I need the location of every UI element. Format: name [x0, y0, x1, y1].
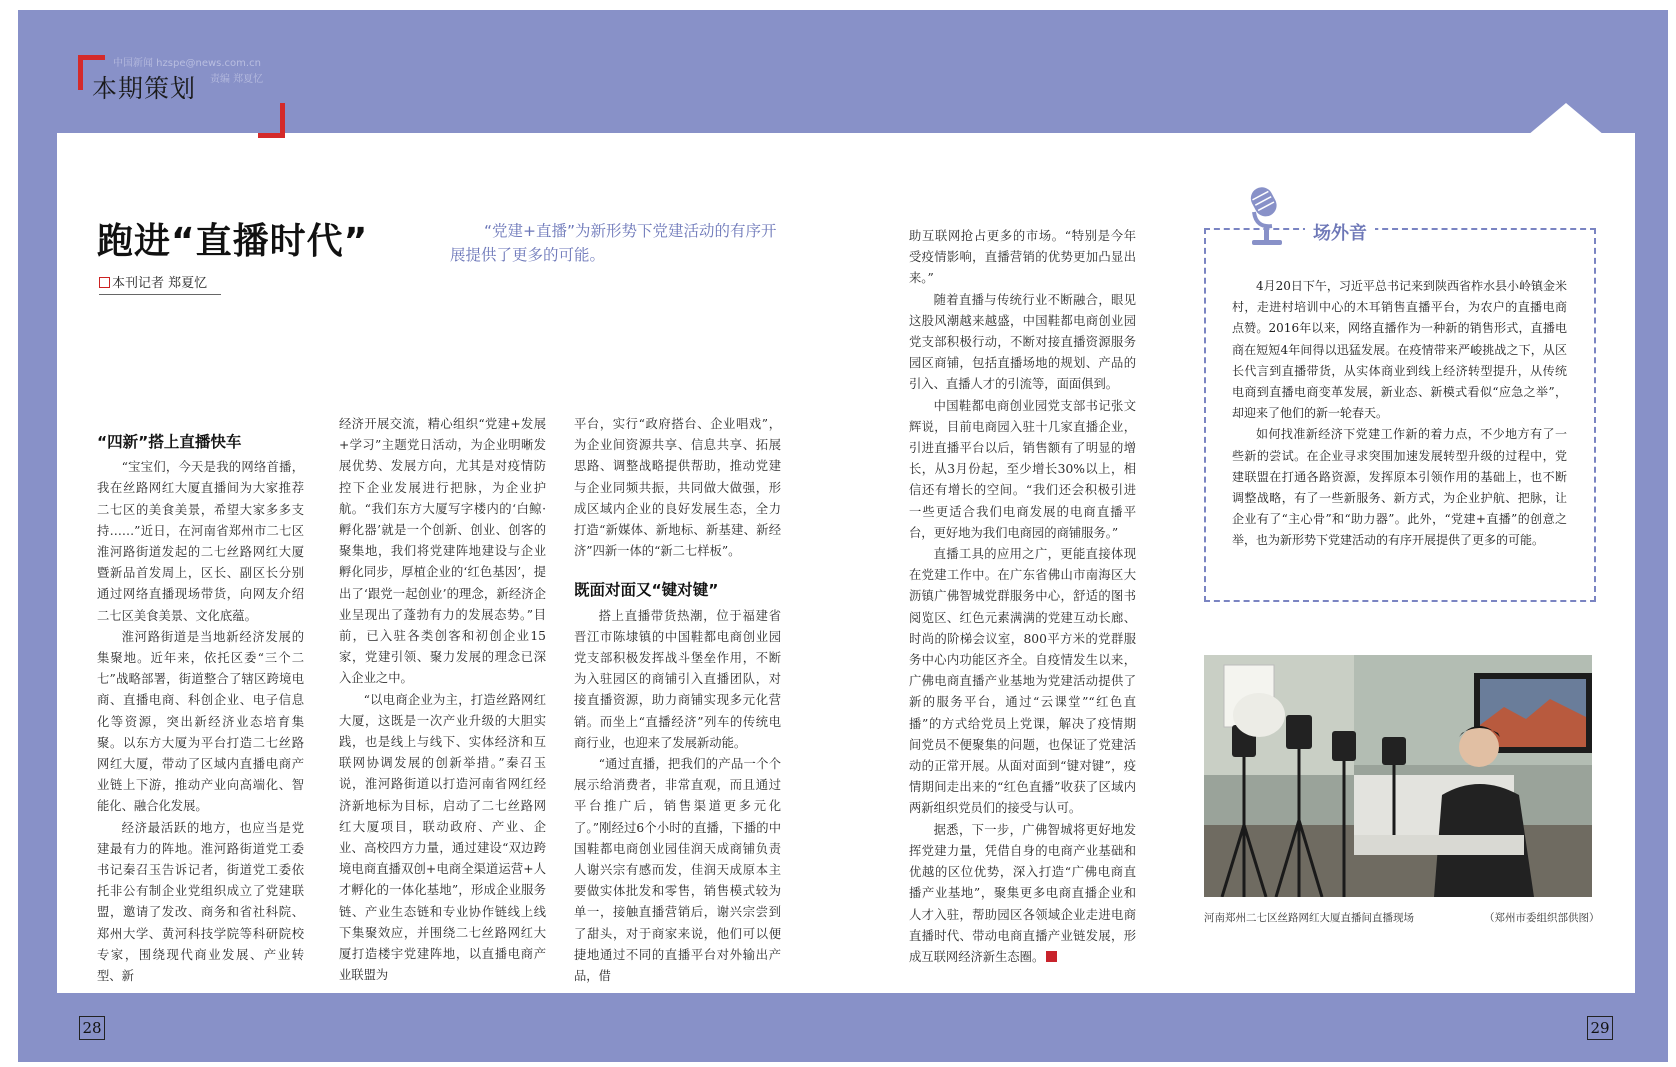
photo-illustration [1204, 655, 1592, 897]
sidebar-text [1232, 276, 1567, 552]
paragraph: “宝宝们，今天是我的网络首播，我在丝路网红大厦直播间为大家推荐二七区的美食美景，希望大家多多支持……”近日，在河南省郑州市二七区淮河路街道发起的二七丝路网红大厦暨新品首发周上，区长、副区长分别通过网络直播现场带货，向网友介绍二七区美食美景、文化底蕴。 [97, 460, 304, 623]
paragraph: 助互联网抢占更多的市场。“特别是今年受疫情影响，直播营销的优势更加凸显出来。” [909, 229, 1136, 286]
paragraph: 中国鞋都电商创业园党支部书记张文辉说，目前电商园入驻十几家直播企业，引进直播平台以后，销售额有了明显的增长，从3月份起，至少增长30%以上，相信还有增长的空间。“我们还会积极引进一些更适合我们电商发展的电商直播平台，更好地为我们电商园的商铺服务。” [909, 398, 1136, 540]
article-column-4 [909, 226, 1136, 968]
paragraph: 淮河路街道是当地新经济发展的集聚地。近年来，依托区委“三个二七”战略部署，街道整合了辖区跨境电商、直播电商、科创企业、电子信息化等资源，突出新经济业态培育集聚。以东方大厦为平台打造二七丝路网红大厦，带动了区域内直播电商产业链上下游，推动产业向高端化、智能化、融合化发展。 [97, 629, 304, 814]
subheading-sixin: “四新”搭上直播快车 [97, 433, 242, 451]
page-number-left: 28 [79, 1016, 105, 1040]
article-column-2 [339, 414, 546, 986]
page-number-right: 29 [1587, 1016, 1613, 1040]
paragraph-final [909, 820, 1136, 968]
photo-caption: 河南郑州二七区丝路网红大厦直播间直播现场 [1204, 912, 1414, 924]
article-column-3 [574, 414, 781, 987]
paragraph: “通过直播，把我们的产品一个个展示给消费者，非常直观，而且通过平台推广后，销售渠道更多元化了。”刚经过6个小时的直播，下播的中国鞋都电商创业园佳润天成商铺负责人谢兴宗有感而发，佳润天成原本主要做实体批发和零售，销售模式较为单一，接触直播营销后，谢兴宗尝到了甜头，对于商家来说，他们可以便捷地通过不同的直播平台对外输出产品，借 [574, 757, 781, 984]
article-headline: 跑进“直播时代” [97, 221, 369, 262]
section-title: 本期策划 [92, 74, 197, 103]
paragraph: 平台，实行“政府搭台、企业唱戏”，为企业间资源共享、信息共享、拓展思路、调整战略提供帮助，推动党建与企业同频共振，共同做大做强，形成区域内企业的良好发展生态，全力打造“新媒体、新地标、新基建、新经济”四新一体的“新二七样板”。 [574, 417, 781, 559]
article-deck: “党建+直播”为新形势下党建活动的有序开展提供了更多的可能。 [450, 222, 777, 264]
section-meta-line1: 中国新闻 hzspe@news.com.cn [113, 58, 261, 69]
photo-credit: （郑州市委组织部供图） [1484, 912, 1600, 924]
paragraph-final-text: 据悉，下一步，广佛智城将更好地发挥党建力量，凭借自身的电商产业基础和优越的区位优势，深入打造“广佛电商直播产业基地”，聚集更多电商直播企业和人才入驻，帮助园区各领域企业走进电商直播时代、带动电商直播产业链发展，形成互联网经济新生态圈。 [909, 822, 1136, 964]
byline-square-icon [99, 277, 110, 288]
byline-text: 本刊记者 郑夏忆 [112, 276, 208, 291]
sidebar-title: 场外音 [1305, 219, 1375, 245]
paragraph: “以电商企业为主，打造丝路网红大厦，这既是一次产业升级的大胆实践，也是线上与线下、实体经济和互联网协调发展的创新举措。”秦召玉说，淮河路街道以打造河南省网红经济新地标为目标，启动了二七丝路网红大厦项目，联动政府、产业、企业、高校四方力量，通过建设“双边跨境电商直播双创+电商全渠道运营+人才孵化的一体化基地”，形成企业服务链、产业生态链和专业协作链线上线下集聚效应，并围绕二七丝路网红大厦打造楼宇党建阵地，以直播电商产业联盟为 [339, 692, 546, 983]
sidebar-paragraph: 如何找准新经济下党建工作新的着力点，不少地方有了一些新的尝试。在企业寻求突围加速发展转型升级的过程中，党建联盟在打通各路资源，发挥原本引领作用的基础上，也不断调整战略，有了一些新服务、新方式，为企业护航、把脉，让企业有了“主心骨”和“助力器”。此外，“党建+直播”的创意之举，也为新形势下党建活动的有序开展提供了更多的可能。 [1232, 427, 1567, 548]
end-mark-icon [1046, 951, 1057, 962]
sidebar-paragraph: 4月20日下午，习近平总书记来到陕西省柞水县小岭镇金米村，走进村培训中心的木耳销售直播平台，为农户的直播电商点赞。2016年以来，网络直播作为一种新的销售形式，直播电商在短短4年间得以迅猛发展。在疫情带来严峻挑战之下，从区长代言到直播带货，从实体商业到线上经济转型提升，从传统电商到直播电商变革发展，新业态、新模式看似“应急之举”，却迎来了他们的新一轮春天。 [1232, 279, 1567, 421]
paragraph: 经济开展交流，精心组织“党建+发展+学习”主题党日活动，为企业明晰发展优势、发展方向，尤其是对疫情防控下企业发展进行把脉，为企业护航。“我们东方大厦写字楼内的‘白鲸·孵化器’就是一个创新、创业、创客的聚集地，我们将党建阵地建设与企业孵化同步，厚植企业的‘红色基因’，提出了‘跟党一起创业’的理念，新经济企业呈现出了蓬勃有力的发展态势。”目前，已入驻各类创客和初创企业15家，党建引领、聚力发展的理念已深入企业之中。 [339, 417, 546, 686]
paragraph: 经济最活跃的地方，也应当是党建最有力的阵地。淮河路街道党工委书记秦召玉告诉记者，街道党工委依托非公有制企业党组织成立了党建联盟，邀请了发改、商务和省社科院、郑州大学、黄河科技学院等科研院校专家，围绕现代商业发展、产业转型、新 [97, 820, 304, 984]
livestream-studio-photo [1204, 655, 1592, 897]
article-byline [99, 272, 221, 295]
paragraph: 直播工具的应用之广，更能直接体现在党建工作中。在广东省佛山市南海区大沥镇广佛智城党群服务中心，舒适的图书阅览区、红色元素满满的党建互动长廊、时尚的阶梯会议室，800平方米的党群服务中心内功能区齐全。自疫情发生以来，广佛电商直播产业基地为党建活动提供了新的服务平台，通过“云课堂”“红色直播”的方式给党员上党课，解决了疫情期间党员不便聚集的问题，也保证了党建活动的正常开展。从面对面到“键对键”，疫情期间走出来的“红色直播”收获了区域内两新组织党员们的接受与认可。 [909, 547, 1136, 816]
panel-notch [1528, 103, 1604, 135]
paragraph: 搭上直播带货热潮，位于福建省晋江市陈埭镇的中国鞋都电商创业园党支部积极发挥战斗堡垒作用，不断为入驻园区的商铺引入直播团队，对接直播资源，助力商铺实现多元化营销。而坐上“直播经济”列车的传统电商行业，也迎来了发展新动能。 [574, 608, 781, 750]
subheading-jianduijian: 既面对面又“键对键” [574, 581, 719, 600]
microphone-icon [1236, 182, 1298, 248]
paragraph: 随着直播与传统行业不断融合，眼见这股风潮越来越盛，中国鞋都电商创业园党支部积极行动，不断对接直播资源服务园区商铺，包括直播场地的规划、产品的引入、直播人才的引流等，面面俱到。 [909, 292, 1136, 392]
article-column-1 [97, 432, 304, 987]
section-meta-line2: 责编 郑夏忆 [210, 74, 264, 85]
red-bracket-bottom [258, 103, 285, 138]
